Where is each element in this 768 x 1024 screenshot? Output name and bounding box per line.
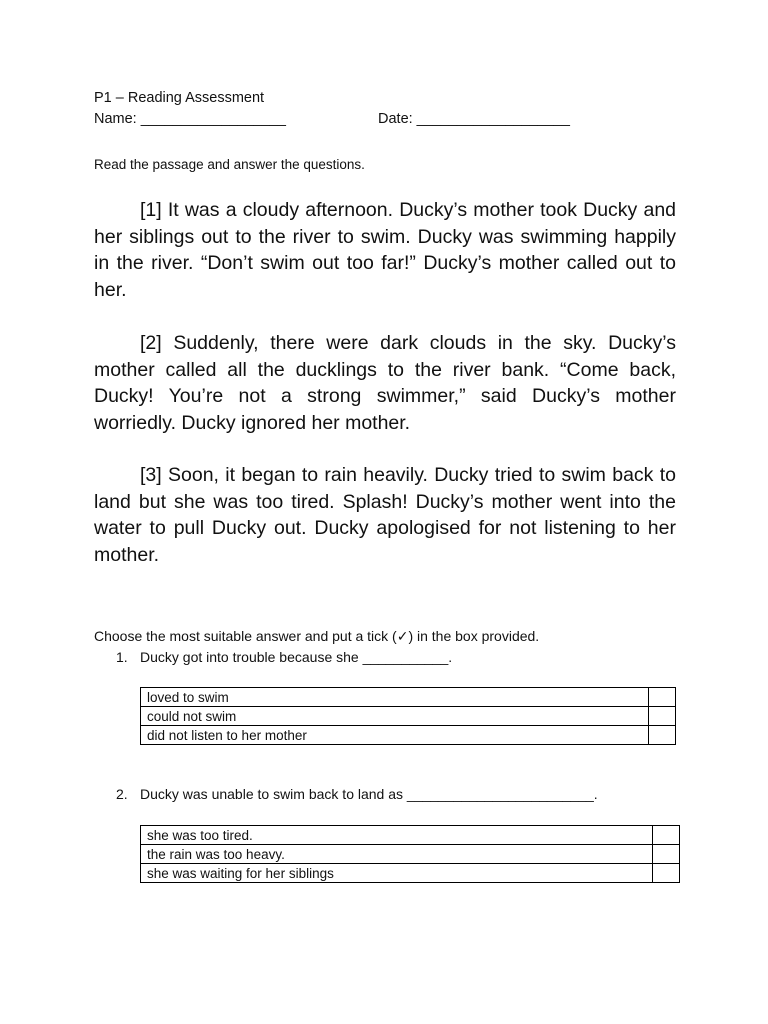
answer-table-2 [140,825,680,883]
answer-option: the rain was too heavy. [141,845,653,864]
page-title: P1 – Reading Assessment [94,90,265,106]
question-2 [116,786,598,802]
tick-box[interactable] [649,707,676,726]
paragraph-number: [1] [140,199,162,221]
paragraph-number: [2] [140,332,162,354]
paragraph-text: Soon, it began to rain heavily. Ducky tried to swim back to land but she was too tired. Splash! Ducky’s mother went into the water to pull Ducky out. Ducky apologised for not listening to her mother. [94,464,676,566]
passage-paragraph-3 [94,462,676,568]
tick-box[interactable] [649,688,676,707]
tick-box[interactable] [653,864,680,883]
passage-paragraph-1 [94,197,676,303]
question-1 [116,649,452,665]
paragraph-number: [3] [140,464,162,486]
mcq-instructions: Choose the most suitable answer and put a tick (✓) in the box provided. [94,628,540,644]
answer-row [141,707,676,726]
passage-paragraph-2 [94,330,676,436]
date-field[interactable]: Date: ___________________ [378,111,570,127]
paragraph-text: Suddenly, there were dark clouds in the sky. Ducky’s mother called all the ducklings to the river bank. “Come back, Ducky! You’re not a strong swimmer,” said Ducky’s mother worriedly. Ducky ignored her mother. [94,332,676,434]
answer-row [141,864,680,883]
answer-option: loved to swim [141,688,649,707]
question-text: Ducky was unable to swim back to land as ________________________. [140,786,598,802]
answer-row [141,726,676,745]
paragraph-text: It was a cloudy afternoon. Ducky’s mother took Ducky and her siblings out to the river to swim. Ducky was swimming happily in the river. “Don’t swim out too far!” Ducky’s mother called out to her. [94,199,677,301]
passage-instructions: Read the passage and answer the questions. [94,157,365,172]
answer-table-1 [140,687,676,745]
answer-row [141,688,676,707]
question-number: 2. [116,786,128,802]
answer-option: did not listen to her mother [141,726,649,745]
answer-row [141,826,680,845]
name-field[interactable]: Name: __________________ [94,111,286,127]
question-text: Ducky got into trouble because she ___________. [140,649,453,665]
answer-option: she was waiting for her siblings [141,864,653,883]
tick-box[interactable] [653,845,680,864]
question-number: 1. [116,649,128,665]
tick-box[interactable] [649,726,676,745]
answer-row [141,845,680,864]
tick-box[interactable] [653,826,680,845]
answer-option: could not swim [141,707,649,726]
answer-option: she was too tired. [141,826,653,845]
